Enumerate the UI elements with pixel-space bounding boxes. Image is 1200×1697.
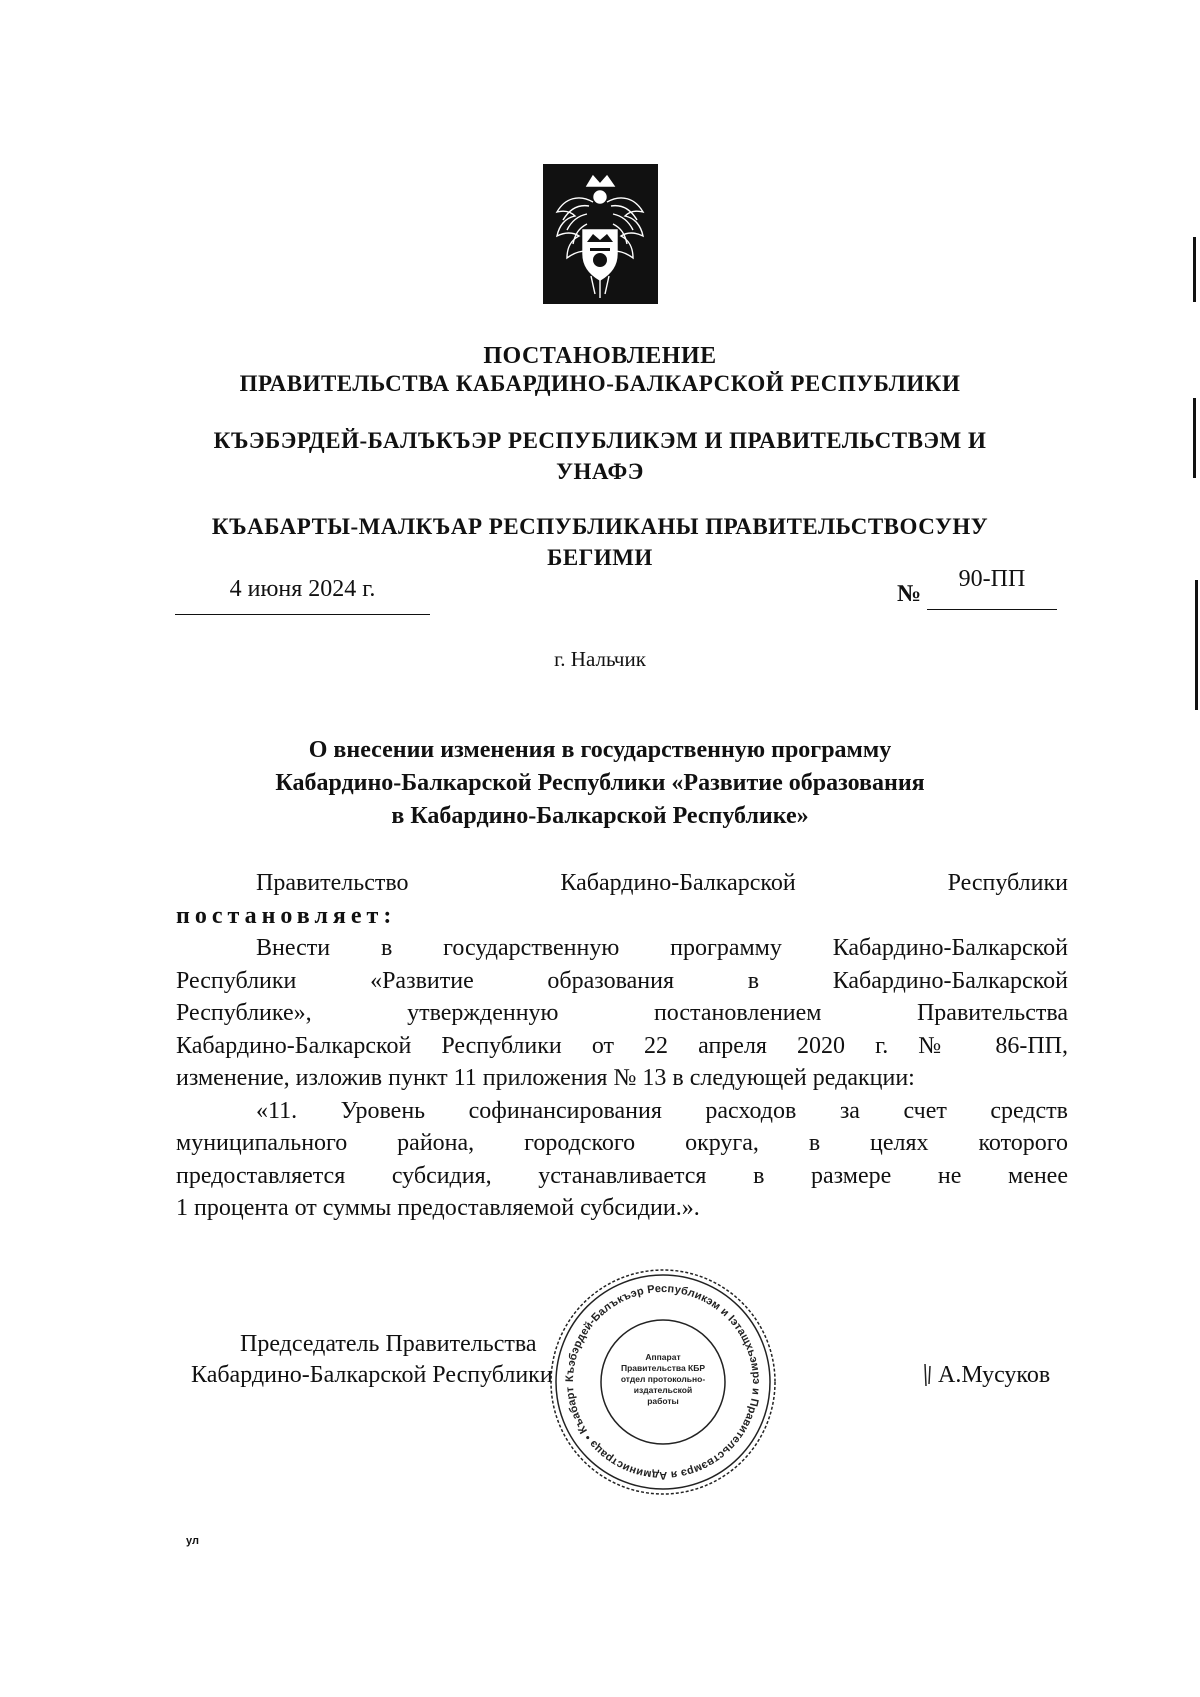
doc-type-title: ПОСТАНОВЛЕНИЕ [483, 343, 717, 369]
stamp-center-text: Аппарат Правительства КБР отдел протокольно-издательской работы [620, 1352, 706, 1406]
document-number: 90-ПП [958, 566, 1026, 592]
paragraph1-line3: Республике», утвержденную постановлением Правительства [176, 1000, 1068, 1026]
issuer-title: ПРАВИТЕЛЬСТВА КАБАРДИНО-БАЛКАРСКОЙ РЕСПУБЛИКИ [239, 371, 961, 396]
balkar-title-line2: БЕГИМИ [547, 545, 653, 570]
signatory-position-line1: Председатель Правительства [240, 1331, 537, 1357]
kabardian-title-line1: КЪЭБЭРДЕЙ-БАЛЪКЪЭР РЕСПУБЛИКЭМ И ПРАВИТЕЛЬСТВЭМ И [213, 428, 987, 453]
number-underline [927, 609, 1057, 610]
scan-edge-mark-2 [1193, 398, 1196, 478]
paragraph2-line3: предоставляется субсидия, устанавливается в размере не менее [176, 1162, 1068, 1189]
number-label: № [897, 581, 922, 607]
paragraph2-line4: 1 процента от суммы предоставляемой субсидии.». [176, 1195, 700, 1221]
subject-line2: Кабардино-Балкарской Республики «Развитие образования [275, 770, 925, 796]
subject-line1: О внесении изменения в государственную программу [308, 737, 892, 763]
paragraph2-line1: «11. Уровень софинансирования расходов за счет средств [256, 1097, 1068, 1124]
signatory-position-line2: Кабардино-Балкарской Республики [191, 1362, 553, 1388]
paragraph1-line2: Республики «Развитие образования в Кабардино-Балкарской [176, 967, 1068, 994]
decree-word: постановляет: [176, 902, 397, 929]
paragraph1-line5: изменение, изложив пункт 11 приложения № 13 в следующей редакции: [176, 1065, 915, 1091]
stamp-ring-text: Къэбэрдей-Балъкъэр Республикэм и Iэтащхьэмрэ и Правительствэмрэ я Администрацэ • Къабарт [563, 1282, 763, 1482]
coat-of-arms-emblem [543, 164, 658, 304]
coat-of-arms-icon [543, 164, 658, 304]
preamble-word-kbr: Кабардино-Балкарской [560, 870, 796, 896]
body-text [176, 867, 1068, 1225]
kabardian-title-line2: УНАФЭ [556, 459, 644, 484]
signatory-name: А.Мусуков [938, 1362, 1051, 1388]
preamble-word-republic: Республики [947, 870, 1068, 896]
city: г. Нальчик [554, 647, 646, 671]
scan-edge-mark-1 [1193, 237, 1196, 302]
subject-line3: в Кабардино-Балкарской Республике» [391, 803, 809, 829]
paragraph2-line2: муниципального района, городского округа, в целях которого [176, 1130, 1068, 1156]
executor-initials: ул [186, 1535, 199, 1547]
preamble-word-government: Правительство [256, 870, 409, 896]
official-stamp [548, 1267, 778, 1497]
document-date: 4 июня 2024 г. [229, 576, 376, 602]
paragraph1-line1: Внести в государственную программу Кабардино-Балкарской [256, 935, 1068, 961]
paragraph1-line4: Кабардино-Балкарской Республики от 22 апреля 2020 г. № 86-ПП, [176, 1032, 1068, 1059]
signature-mark [922, 1362, 934, 1388]
date-underline [175, 614, 430, 615]
scan-edge-mark-3 [1195, 580, 1198, 710]
balkar-title-line1: КЪАБАРТЫ-МАЛКЪАР РЕСПУБЛИКАНЫ ПРАВИТЕЛЬСТВОСУНУ [211, 514, 989, 539]
preamble-line [176, 867, 1068, 900]
